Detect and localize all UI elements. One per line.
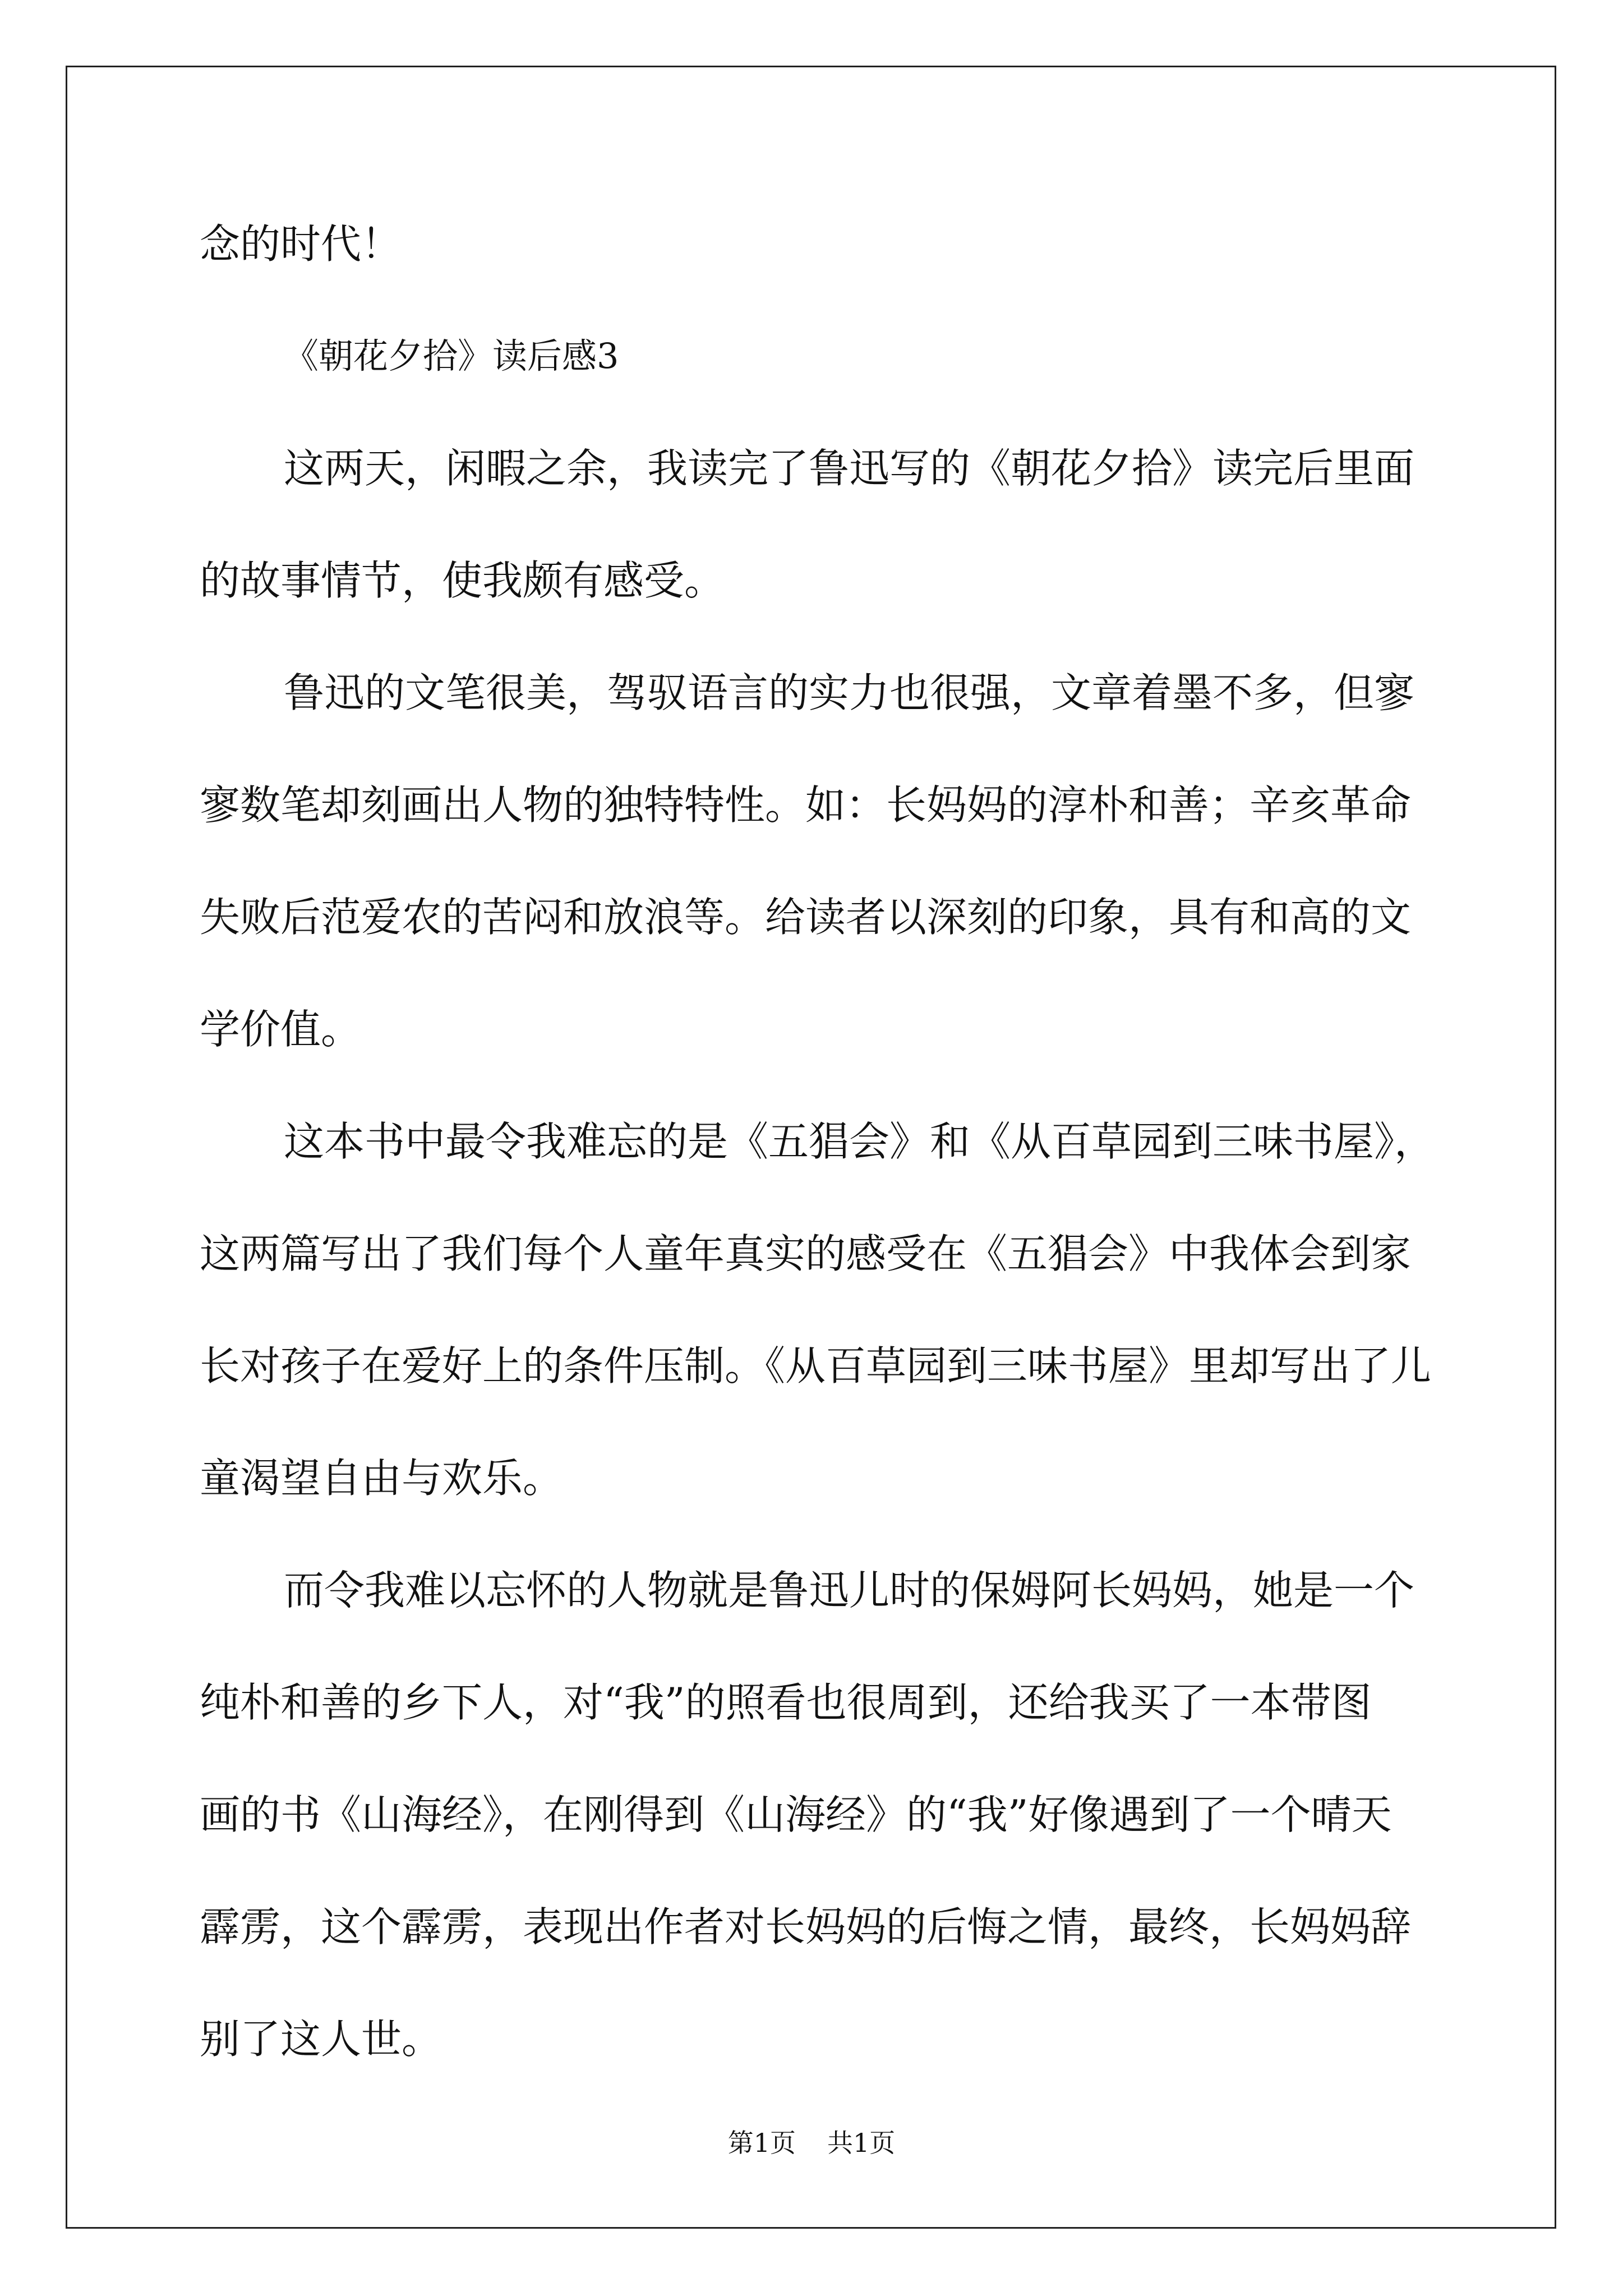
text-line: 霹雳，这个霹雳，表现出作者对长妈妈的后悔之情，最终，长妈妈辞 bbox=[200, 1903, 1412, 1950]
page-number: 第1页 bbox=[727, 2128, 796, 2158]
text-line: 这本书中最令我难忘的是《五猖会》和《从百草园到三味书屋》， bbox=[284, 1118, 1435, 1165]
text-line: 的故事情节，使我颇有感受。 bbox=[200, 557, 725, 604]
text-line: 长对孩子在爱好上的条件压制。《从百草园到三味书屋》里却写出了儿 bbox=[200, 1342, 1432, 1389]
text-line: 失败后范爱农的苦闷和放浪等。给读者以深刻的印象，具有和高的文 bbox=[200, 894, 1412, 941]
text-line: 童渴望自由与欢乐。 bbox=[200, 1455, 564, 1502]
page-total: 共1页 bbox=[827, 2128, 896, 2158]
text-line: 这两篇写出了我们每个人童年真实的感受在《五猖会》中我体会到家 bbox=[200, 1230, 1412, 1277]
text-line: 这两天，闲暇之余，我读完了鲁迅写的《朝花夕拾》读完后里面 bbox=[284, 445, 1415, 492]
text-line: 学价值。 bbox=[200, 1006, 362, 1053]
text-line: 鲁迅的文笔很美，驾驭语言的实力也很强，文章着墨不多，但寥 bbox=[284, 669, 1415, 716]
page-footer bbox=[0, 2126, 1623, 2160]
section-title: 《朝花夕拾》读后感3 bbox=[284, 335, 619, 376]
text-line: 别了这人世。 bbox=[200, 2016, 442, 2063]
text-line: 纯朴和善的乡下人，对“我”的照看也很周到，还给我买了一本带图 bbox=[200, 1679, 1372, 1726]
text-line: 寥数笔却刻画出人物的独特特性。如：长妈妈的淳朴和善；辛亥革命 bbox=[200, 781, 1412, 829]
text-line: 念的时代！ bbox=[200, 220, 402, 268]
text-line: 而令我难以忘怀的人物就是鲁迅儿时的保姆阿长妈妈，她是一个 bbox=[284, 1567, 1415, 1614]
text-line: 画的书《山海经》，在刚得到《山海经》的“我”好像遇到了一个晴天 bbox=[200, 1791, 1392, 1838]
